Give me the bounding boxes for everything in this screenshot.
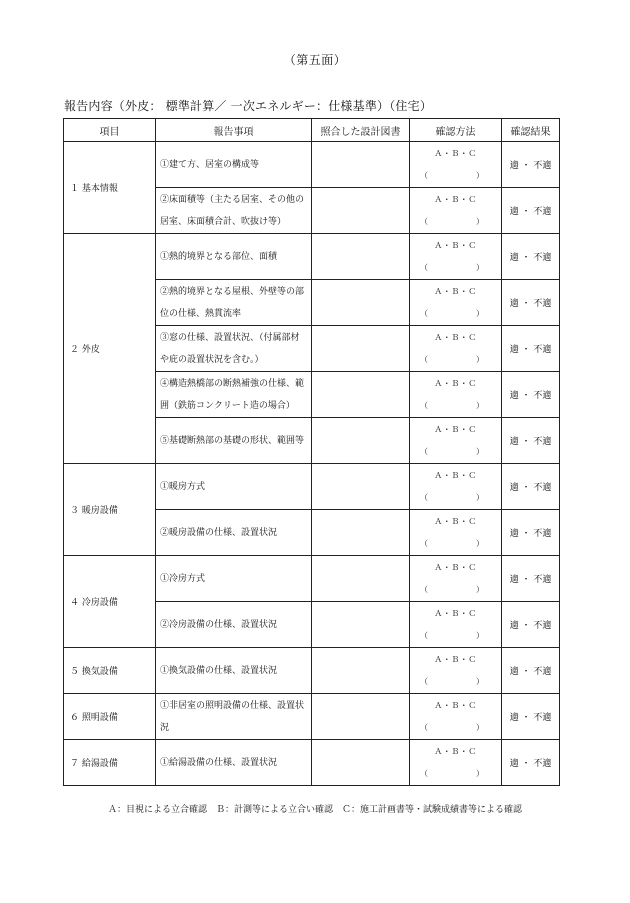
paren-close: ） [476,400,484,410]
result-cell[interactable]: 適 ・ 不適 [502,188,560,234]
result-cell[interactable]: 適 ・ 不適 [502,372,560,418]
result-cell[interactable]: 適 ・ 不適 [502,648,560,694]
document-cell[interactable] [312,372,410,418]
method-note[interactable] [410,717,501,739]
item-text: ①給湯設備の仕様、設置状況 [160,757,278,768]
paren-close: ） [476,768,484,778]
method-cell[interactable] [410,694,502,740]
method-options[interactable]: Ａ・Ｂ・Ｃ [434,470,477,480]
result-cell[interactable]: 適 ・ 不適 [502,740,560,786]
document-cell[interactable] [312,648,410,694]
method-cell[interactable] [410,372,502,418]
header-item: 報告事項 [156,119,312,142]
item-cell [156,694,312,740]
report-table [63,118,560,786]
category-cell: ２ 外皮 [64,234,156,464]
document-cell[interactable] [312,234,410,280]
method-cell[interactable] [410,326,502,372]
document-cell[interactable] [312,694,410,740]
table-row [64,464,560,510]
method-cell[interactable] [410,648,502,694]
method-options[interactable]: Ａ・Ｂ・Ｃ [434,424,477,434]
method-cell[interactable] [410,280,502,326]
paren-open: （ [420,584,428,594]
method-options[interactable]: Ａ・Ｂ・Ｃ [434,746,477,756]
result-cell[interactable]: 適 ・ 不適 [502,602,560,648]
document-cell[interactable] [312,740,410,786]
method-cell[interactable] [410,188,502,234]
item-cell [156,418,312,464]
page-number: （第五面） [283,53,347,67]
category-cell: ５ 換気設備 [64,648,156,694]
document-cell[interactable] [312,510,410,556]
method-options[interactable]: Ａ・Ｂ・Ｃ [434,286,477,296]
paren-open: （ [420,170,428,180]
table-row [64,648,560,694]
document-cell[interactable] [312,142,410,188]
paren-open: （ [420,262,428,272]
method-note[interactable] [410,349,501,371]
table-row [64,234,560,280]
method-note[interactable] [410,671,501,693]
method-cell[interactable] [410,234,502,280]
method-note[interactable] [410,625,501,647]
document-cell[interactable] [312,602,410,648]
header-result: 確認結果 [502,119,560,142]
method-options[interactable]: Ａ・Ｂ・Ｃ [434,194,477,204]
result-cell[interactable]: 適 ・ 不適 [502,280,560,326]
category-cell: １ 基本情報 [64,142,156,234]
document-cell[interactable] [312,464,410,510]
header-category: 項目 [64,119,156,142]
item-cell [156,326,312,372]
paren-open: （ [420,722,428,732]
item-cell [156,648,312,694]
method-cell[interactable] [410,740,502,786]
table-row [64,694,560,740]
result-cell[interactable]: 適 ・ 不適 [502,418,560,464]
paren-close: ） [476,262,484,272]
item-cell [156,188,312,234]
paren-close: ） [476,170,484,180]
paren-close: ） [476,354,484,364]
method-cell[interactable] [410,602,502,648]
method-note[interactable] [410,165,501,187]
document-cell[interactable] [312,280,410,326]
item-cell [156,234,312,280]
result-cell[interactable]: 適 ・ 不適 [502,464,560,510]
method-note[interactable] [410,257,501,279]
item-text: ②冷房設備の仕様、設置状況 [160,619,278,630]
paren-open: （ [420,630,428,640]
method-options[interactable]: Ａ・Ｂ・Ｃ [434,608,477,618]
item-cell [156,142,312,188]
paren-close: ） [476,630,484,640]
method-cell[interactable] [410,142,502,188]
method-options[interactable]: Ａ・Ｂ・Ｃ [434,240,477,250]
paren-close: ） [476,492,484,502]
paren-open: （ [420,446,428,456]
paren-open: （ [420,492,428,502]
category-cell: ３ 暖房設備 [64,464,156,556]
document-cell[interactable] [312,326,410,372]
paren-open: （ [420,768,428,778]
method-note[interactable] [410,441,501,463]
paren-close: ） [476,216,484,226]
paren-close: ） [476,446,484,456]
method-cell[interactable] [410,510,502,556]
document-cell[interactable] [312,418,410,464]
method-options[interactable]: Ａ・Ｂ・Ｃ [434,700,477,710]
result-cell[interactable]: 適 ・ 不適 [502,234,560,280]
method-note[interactable] [410,533,501,555]
category-cell: ７ 給湯設備 [64,740,156,786]
item-text: ③窓の仕様、設置状況、（付属部材や庇の設置状況を含む。） [160,332,300,365]
item-text: ④構造熱橋部の断熱補強の仕様、範囲（鉄筋コンクリート造の場合） [160,378,305,411]
item-text: ①冷房方式 [160,573,206,584]
result-cell[interactable]: 適 ・ 不適 [502,694,560,740]
paren-close: ） [476,538,484,548]
method-cell[interactable] [410,464,502,510]
paren-open: （ [420,354,428,364]
paren-open: （ [420,538,428,548]
paren-close: ） [476,722,484,732]
method-options[interactable]: Ａ・Ｂ・Ｃ [434,378,477,388]
item-cell [156,602,312,648]
result-cell[interactable]: 適 ・ 不適 [502,510,560,556]
paren-close: ） [476,584,484,594]
header-method: 確認方法 [410,119,502,142]
paren-open: （ [420,676,428,686]
header-row [64,119,560,142]
item-text: ⑤基礎断熱部の基礎の形状、範囲等 [160,435,305,446]
document-cell[interactable] [312,556,410,602]
item-cell [156,556,312,602]
method-cell[interactable] [410,418,502,464]
table-row [64,556,560,602]
item-cell [156,510,312,556]
category-cell: ４ 冷房設備 [64,556,156,648]
method-options[interactable]: Ａ・Ｂ・Ｃ [434,332,477,342]
method-note[interactable] [410,487,501,509]
method-note[interactable] [410,303,501,325]
item-cell [156,372,312,418]
method-legend: Ａ：目視による立合確認 Ｂ：計測等による立合い確認 Ｃ：施工計画書等・試験成績書等による確認 [107,805,522,815]
item-cell [156,464,312,510]
result-cell[interactable]: 適 ・ 不適 [502,142,560,188]
paren-close: ） [476,676,484,686]
paren-open: （ [420,216,428,226]
item-text: ①建て方、居室の構成等 [160,159,260,170]
method-options[interactable]: Ａ・Ｂ・Ｃ [434,562,477,572]
result-cell[interactable]: 適 ・ 不適 [502,326,560,372]
item-cell [156,740,312,786]
category-cell: ６ 照明設備 [64,694,156,740]
item-text: ②暖房設備の仕様、設置状況 [160,527,278,538]
header-document: 照合した設計図書 [312,119,410,142]
item-text: ②床面積等（主たる居室、その他の居室、床面積合計、吹抜け等） [160,194,305,227]
method-note[interactable] [410,579,501,601]
paren-open: （ [420,308,428,318]
item-text: ②熱的境界となる屋根、外壁等の部位の仕様、熱貫流率 [160,286,305,319]
paren-open: （ [420,400,428,410]
item-text: ①非居室の照明設備の仕様、設置状況 [160,700,305,733]
item-text: ①換気設備の仕様、設置状況 [160,665,278,676]
item-text: ①熱的境界となる部位、面積 [160,251,278,262]
item-text: ①暖房方式 [160,481,206,492]
method-options[interactable]: Ａ・Ｂ・Ｃ [434,516,477,526]
document-cell[interactable] [312,188,410,234]
result-cell[interactable]: 適 ・ 不適 [502,556,560,602]
method-note[interactable] [410,211,501,233]
table-row [64,740,560,786]
paren-close: ） [476,308,484,318]
report-heading: 報告内容（外皮： 標準計算／ 一次エネルギー：仕様基準）（住宅） [64,99,433,113]
table-row [64,142,560,188]
method-cell[interactable] [410,556,502,602]
method-note[interactable] [410,395,501,417]
method-options[interactable]: Ａ・Ｂ・Ｃ [434,148,477,158]
item-cell [156,280,312,326]
method-note[interactable] [410,763,501,785]
method-options[interactable]: Ａ・Ｂ・Ｃ [434,654,477,664]
